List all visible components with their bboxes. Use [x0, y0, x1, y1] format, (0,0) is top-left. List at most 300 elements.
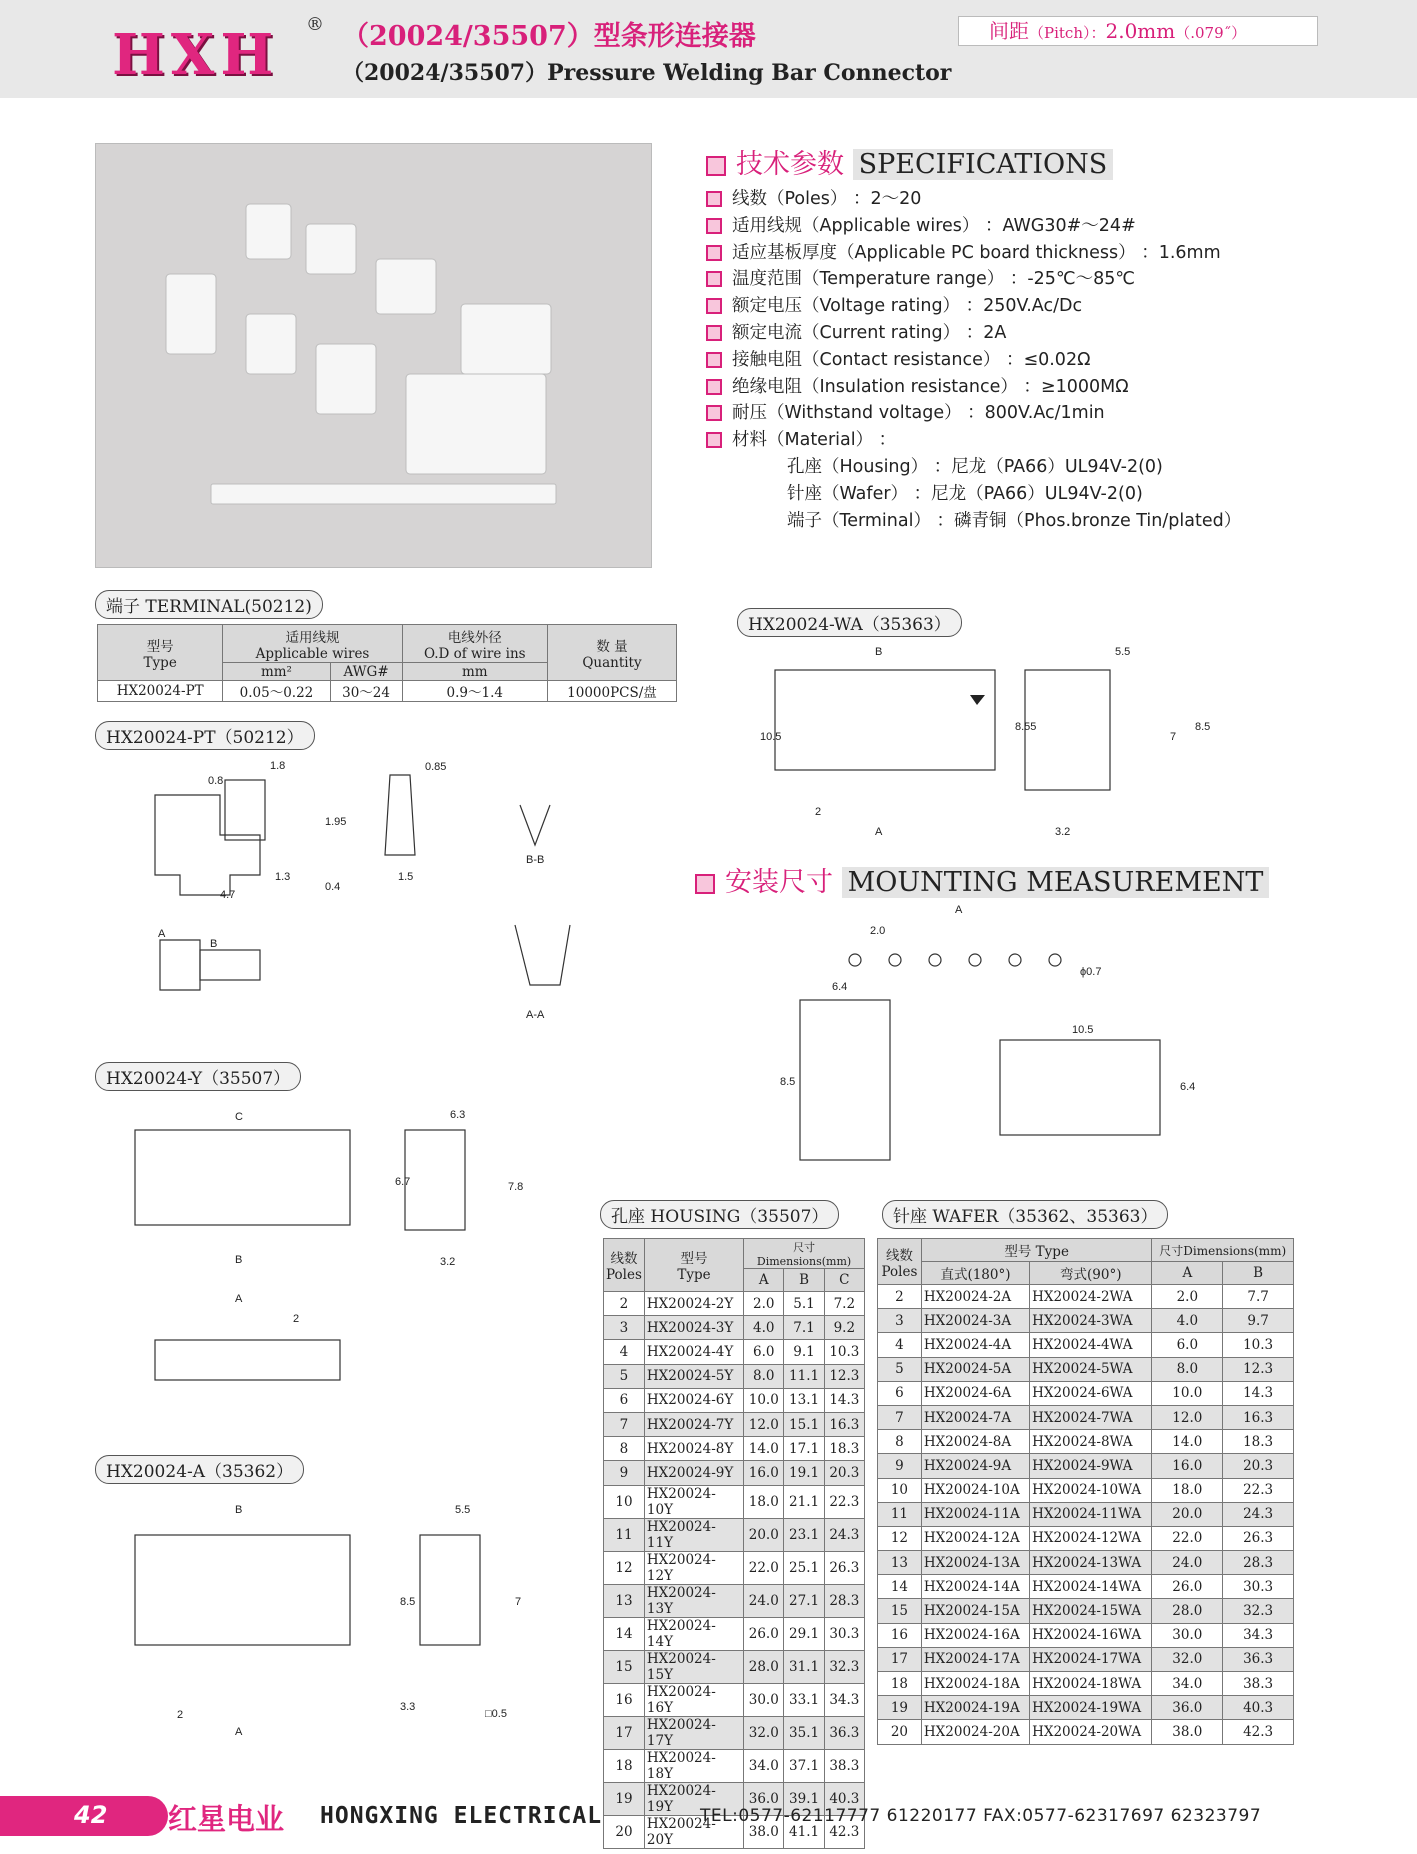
table-cell: 26.3: [1223, 1526, 1294, 1550]
table-cell: 11: [878, 1502, 922, 1526]
table-row: [604, 1292, 865, 1316]
table-row: [878, 1405, 1294, 1429]
table-cell: 28.0: [1152, 1599, 1223, 1623]
dim-label: 0.4: [325, 881, 341, 893]
table-cell: HX20024-15Y: [644, 1650, 743, 1683]
table-cell: 7.1: [784, 1316, 824, 1340]
table-cell: 7: [604, 1412, 645, 1436]
bullet-icon: [695, 874, 715, 894]
table-cell: HX20024-17Y: [644, 1716, 743, 1749]
table-cell: 16: [604, 1683, 645, 1716]
dim-label: B: [210, 938, 218, 950]
table-row: [878, 1478, 1294, 1502]
dim-label: 6.3: [450, 1109, 466, 1121]
table-cell: 10: [604, 1485, 645, 1518]
specs-list: [706, 186, 1241, 534]
table-cell: 5: [604, 1364, 645, 1388]
table-cell: 12: [604, 1551, 645, 1584]
table-cell: 22.0: [1152, 1526, 1223, 1550]
table-cell: HX20024-7A: [921, 1405, 1029, 1429]
table-cell: HX20024-15WA: [1030, 1599, 1152, 1623]
table-row: [604, 1316, 865, 1340]
table-cell: 4.0: [744, 1316, 784, 1340]
table-cell: 20: [878, 1720, 922, 1744]
table-cell: HX20024-10Y: [644, 1485, 743, 1518]
table-cell: 12.0: [1152, 1405, 1223, 1429]
connector-photo-illustration: [96, 144, 651, 567]
table-cell: 24.0: [1152, 1551, 1223, 1575]
table-cell: 13: [604, 1584, 645, 1617]
table-cell: HX20024-12WA: [1030, 1526, 1152, 1550]
table-cell: 17: [604, 1716, 645, 1749]
table-cell: HX20024-3Y: [644, 1316, 743, 1340]
table-row: [878, 1526, 1294, 1550]
dim-label: 10.5: [760, 731, 782, 743]
registered-mark: ®: [306, 14, 324, 35]
table-row: [604, 1749, 865, 1782]
table-cell: 18.0: [1152, 1478, 1223, 1502]
th-type: 型号 Type: [644, 1239, 743, 1292]
dim-label: ϕ0.7: [1080, 966, 1102, 978]
dim-label: 8.5: [400, 1596, 416, 1608]
y-drawing: [125, 1100, 545, 1440]
table-row: [878, 1647, 1294, 1671]
th-mm2: mm²: [223, 663, 330, 681]
table-cell: 36.3: [824, 1716, 864, 1749]
table-cell: 16: [878, 1623, 922, 1647]
pitch-label: （Pitch）：: [1029, 24, 1106, 42]
table-row: [604, 1461, 865, 1485]
mount-heading-cn: 安装尺寸: [725, 867, 833, 898]
table-cell: 5: [878, 1357, 922, 1381]
bullet-icon: [706, 325, 722, 341]
housing-label: 孔座 HOUSING（35507）: [600, 1200, 839, 1229]
table-cell: 41.1: [784, 1815, 824, 1848]
table-cell: 10.0: [1152, 1381, 1223, 1405]
table-row: [878, 1502, 1294, 1526]
table-cell: 24.3: [824, 1518, 864, 1551]
table-cell: 9.2: [824, 1316, 864, 1340]
material-item: 针座（Wafer） ：尼龙（PA66）UL94V-2(0): [787, 483, 1143, 504]
dim-label: 2.0: [870, 925, 886, 937]
wafer-label: 针座 WAFER（35362、35363）: [882, 1200, 1168, 1229]
dim-label: 2: [815, 806, 822, 818]
table-cell: HX20024-3A: [921, 1309, 1029, 1333]
table-cell: 13.1: [784, 1388, 824, 1412]
terminal-label: 端子 TERMINAL(50212): [95, 590, 323, 619]
table-cell: 22.3: [824, 1485, 864, 1518]
dim-label: 4.7: [220, 889, 236, 901]
contact-info: TEL:0577-62117777 61220177 FAX:0577-62317697 62323797: [700, 1806, 1262, 1826]
spec-item: 耐压（Withstand voltage） ：800V.Ac/1min: [706, 400, 1241, 427]
table-row: [878, 1575, 1294, 1599]
table-cell: 6.0: [744, 1340, 784, 1364]
table-cell: 15: [604, 1650, 645, 1683]
table-cell: HX20024-12A: [921, 1526, 1029, 1550]
dim-label: C: [235, 1111, 243, 1123]
mount-heading: [695, 860, 1269, 899]
table-cell: 6: [878, 1381, 922, 1405]
dim-label: □0.5: [485, 1708, 507, 1720]
table-cell: 14.0: [1152, 1430, 1223, 1454]
table-cell: 9.1: [784, 1340, 824, 1364]
dim-label: 6.4: [832, 981, 848, 993]
table-cell: HX20024-7Y: [644, 1412, 743, 1436]
table-row: [878, 1430, 1294, 1454]
dim-label: 2: [293, 1313, 300, 1325]
table-cell: 40.3: [824, 1782, 864, 1815]
material-item: 端子（Terminal） ：磷青铜（Phos.bronze Tin/plated）: [787, 510, 1242, 531]
table-row: [878, 1333, 1294, 1357]
bullet-icon: [706, 379, 722, 395]
table-cell: 34.3: [1223, 1623, 1294, 1647]
table-cell: HX20024-20A: [921, 1720, 1029, 1744]
dim-label: A: [955, 904, 963, 916]
dim-label: 0.85: [425, 761, 447, 773]
table-cell: 14: [878, 1575, 922, 1599]
table-cell: 33.1: [784, 1683, 824, 1716]
table-cell: 37.1: [784, 1749, 824, 1782]
dim-label: 5.5: [1115, 646, 1131, 658]
table-row: [604, 1584, 865, 1617]
dim-label: 8.5: [1195, 721, 1211, 733]
th-dim: 尺寸Dimensions(mm): [744, 1239, 865, 1269]
table-cell: HX20024-13Y: [644, 1584, 743, 1617]
spec-item: 额定电压（Voltage rating） ：250V.Ac/Dc: [706, 293, 1241, 320]
dim-label: B: [235, 1254, 243, 1266]
table-cell: 30.0: [1152, 1623, 1223, 1647]
bullet-icon: [706, 405, 722, 421]
table-row: [604, 1364, 865, 1388]
brand-name-cn: 红星电业: [168, 1802, 285, 1836]
dim-label: A: [235, 1726, 243, 1738]
table-cell: 42.3: [824, 1815, 864, 1848]
table-cell: 12.3: [824, 1364, 864, 1388]
product-photo: [95, 143, 652, 568]
table-row: [878, 1551, 1294, 1575]
table-cell: 10.0: [744, 1388, 784, 1412]
table-cell: HX20024-6A: [921, 1381, 1029, 1405]
bullet-icon: [706, 218, 722, 234]
dim-label: 6.4: [1180, 1081, 1196, 1093]
table-cell: 30.0: [744, 1683, 784, 1716]
table-cell: 16.0: [744, 1461, 784, 1485]
table-row: [878, 1720, 1294, 1744]
material-item: 孔座（Housing） ：尼龙（PA66）UL94V-2(0): [787, 456, 1163, 477]
spec-item: 线数（Poles） ：2～20: [706, 186, 1241, 213]
table-cell: 38.3: [824, 1749, 864, 1782]
table-cell: HX20024-6WA: [1030, 1381, 1152, 1405]
spec-item: 接触电阻（Contact resistance） ：≤0.02Ω: [706, 347, 1241, 374]
table-cell: 15.1: [784, 1412, 824, 1436]
table-cell: 36.0: [744, 1782, 784, 1815]
table-cell: 30.3: [824, 1617, 864, 1650]
table-cell: HX20024-5Y: [644, 1364, 743, 1388]
pt-label: HX20024-PT（50212）: [95, 721, 315, 750]
dim-label: 2: [177, 1709, 184, 1721]
table-cell: 28.3: [1223, 1551, 1294, 1575]
table-cell: HX20024-9Y: [644, 1461, 743, 1485]
table-cell: 39.1: [784, 1782, 824, 1815]
table-cell: HX20024-5A: [921, 1357, 1029, 1381]
bullet-icon: [706, 271, 722, 287]
table-row: [604, 1437, 865, 1461]
table-cell: 20.3: [1223, 1454, 1294, 1478]
table-cell: 14.0: [744, 1437, 784, 1461]
table-cell: 12.3: [1223, 1357, 1294, 1381]
table-cell: 4: [604, 1340, 645, 1364]
table-cell: 31.1: [784, 1650, 824, 1683]
dim-label: A: [235, 1293, 243, 1305]
table-cell: 8: [604, 1437, 645, 1461]
table-cell: 8.0: [744, 1364, 784, 1388]
table-cell: 14.3: [1223, 1381, 1294, 1405]
table-cell: 2.0: [1152, 1285, 1223, 1309]
table-cell: HX20024-14A: [921, 1575, 1029, 1599]
spec-item: 温度范围（Temperature range） ：-25℃～85℃: [706, 266, 1241, 293]
table-cell: 2: [604, 1292, 645, 1316]
spec-item: 额定电流（Current rating） ：2A: [706, 320, 1241, 347]
table-cell: HX20024-16A: [921, 1623, 1029, 1647]
table-row: [604, 1518, 865, 1551]
table-cell: 2.0: [744, 1292, 784, 1316]
dim-label: A: [158, 928, 166, 940]
table-cell: HX20024-10A: [921, 1478, 1029, 1502]
page-number: 42: [74, 1801, 108, 1829]
table-row: [604, 1683, 865, 1716]
table-cell: 29.1: [784, 1617, 824, 1650]
table-cell: HX20024-9WA: [1030, 1454, 1152, 1478]
table-cell: 20.0: [1152, 1502, 1223, 1526]
table-cell: 20.3: [824, 1461, 864, 1485]
table-cell: 21.1: [784, 1485, 824, 1518]
table-cell: 18.3: [824, 1437, 864, 1461]
table-cell: 5.1: [784, 1292, 824, 1316]
th-poles: 线数 Poles: [604, 1239, 645, 1292]
table-cell: 38.3: [1223, 1672, 1294, 1696]
dim-label: B: [235, 1504, 243, 1516]
pitch-cn: 间距: [989, 19, 1029, 43]
table-cell: 16.0: [1152, 1454, 1223, 1478]
table-cell: 28.3: [824, 1584, 864, 1617]
brand-name-en: HONGXING ELECTRICAL: [320, 1803, 603, 1829]
table-cell: HX20024-11Y: [644, 1518, 743, 1551]
table-cell: 13: [878, 1551, 922, 1575]
table-row: [878, 1623, 1294, 1647]
table-cell: 38.0: [1152, 1720, 1223, 1744]
table-cell: 26.3: [824, 1551, 864, 1584]
table-row: [878, 1672, 1294, 1696]
table-row: HX20024-PT 0.05～0.22 30～24 0.9～1.4 10000PCS/盘: [98, 681, 677, 702]
table-cell: HX20024-4WA: [1030, 1333, 1152, 1357]
th-od: 电线外径 O.D of wire ins: [402, 625, 547, 663]
table-cell: 24.0: [744, 1584, 784, 1617]
table-cell: 32.0: [1152, 1647, 1223, 1671]
table-cell: 18.0: [744, 1485, 784, 1518]
table-cell: HX20024-6Y: [644, 1388, 743, 1412]
spec-item: 适应基板厚度（Applicable PC board thickness） ：1.6mm: [706, 240, 1241, 267]
table-cell: HX20024-2Y: [644, 1292, 743, 1316]
table-cell: 23.1: [784, 1518, 824, 1551]
dim-label: B-B: [526, 854, 545, 866]
table-cell: 32.3: [824, 1650, 864, 1683]
table-cell: 3: [878, 1309, 922, 1333]
table-cell: 14: [604, 1617, 645, 1650]
spec-item: 绝缘电阻（Insulation resistance） ：≥1000MΩ: [706, 374, 1241, 401]
pitch-box: [958, 16, 1318, 46]
table-cell: HX20024-17A: [921, 1647, 1029, 1671]
th-wire: 适用线规 Applicable wires: [223, 625, 402, 663]
table-cell: 20: [604, 1815, 645, 1848]
table-cell: HX20024-11A: [921, 1502, 1029, 1526]
table-cell: 16.3: [824, 1412, 864, 1436]
dim-label: 6.7: [395, 1176, 411, 1188]
table-cell: 4.0: [1152, 1309, 1223, 1333]
table-cell: HX20024-5WA: [1030, 1357, 1152, 1381]
table-cell: HX20024-19WA: [1030, 1696, 1152, 1720]
dim-label: 10.5: [1072, 1024, 1094, 1036]
mount-drawing: [760, 900, 1200, 1190]
table-cell: HX20024-15A: [921, 1599, 1029, 1623]
table-cell: HX20024-16WA: [1030, 1623, 1152, 1647]
table-cell: 34.0: [744, 1749, 784, 1782]
table-cell: 25.1: [784, 1551, 824, 1584]
table-cell: HX20024-3WA: [1030, 1309, 1152, 1333]
table-cell: HX20024-14WA: [1030, 1575, 1152, 1599]
table-cell: 34.3: [824, 1683, 864, 1716]
table-cell: HX20024-10WA: [1030, 1478, 1152, 1502]
table-cell: HX20024-14Y: [644, 1617, 743, 1650]
table-cell: HX20024-13WA: [1030, 1551, 1152, 1575]
table-cell: 42.3: [1223, 1720, 1294, 1744]
y-label: HX20024-Y（35507）: [95, 1062, 301, 1091]
table-cell: 18.3: [1223, 1430, 1294, 1454]
table-cell: 22.3: [1223, 1478, 1294, 1502]
pitch-inch: （.079˝）: [1175, 24, 1247, 42]
terminal-table: [97, 624, 677, 702]
table-cell: HX20024-19Y: [644, 1782, 743, 1815]
table-cell: 20.0: [744, 1518, 784, 1551]
dim-label: 8.55: [1015, 721, 1037, 733]
table-row: [878, 1381, 1294, 1405]
table-cell: 35.1: [784, 1716, 824, 1749]
table-cell: HX20024-8Y: [644, 1437, 743, 1461]
table-cell: 11.1: [784, 1364, 824, 1388]
table-cell: 16.3: [1223, 1405, 1294, 1429]
table-cell: 6.0: [1152, 1333, 1223, 1357]
dim-label: 7: [515, 1596, 522, 1608]
table-cell: 8: [878, 1430, 922, 1454]
bullet-icon: [706, 191, 722, 207]
table-cell: 32.3: [1223, 1599, 1294, 1623]
table-cell: HX20024-4A: [921, 1333, 1029, 1357]
dim-label: 1.95: [325, 816, 347, 828]
brand-logo: HXH: [112, 22, 280, 88]
table-cell: HX20024-20WA: [1030, 1720, 1152, 1744]
table-cell: HX20024-13A: [921, 1551, 1029, 1575]
th-dim: 尺寸Dimensions(mm): [1152, 1239, 1294, 1262]
table-row: [604, 1485, 865, 1518]
spec-item: 适用线规（Applicable wires） ：AWG30#～24#: [706, 213, 1241, 240]
dim-label: 7.8: [508, 1181, 524, 1193]
dim-label: 1.8: [270, 760, 286, 772]
table-cell: HX20024-9A: [921, 1454, 1029, 1478]
dim-label: A: [875, 826, 883, 838]
table-cell: 17.1: [784, 1437, 824, 1461]
th-poles: 线数 Poles: [878, 1239, 922, 1285]
pt-drawing: [140, 755, 580, 1035]
table-row: [604, 1340, 865, 1364]
table-cell: 15: [878, 1599, 922, 1623]
bullet-icon: [706, 156, 726, 176]
dim-label: 3.2: [440, 1256, 456, 1268]
dim-label: A-A: [526, 1009, 545, 1021]
table-row: [878, 1454, 1294, 1478]
table-cell: 27.1: [784, 1584, 824, 1617]
dim-label: 3.2: [1055, 826, 1071, 838]
table-cell: 26.0: [744, 1617, 784, 1650]
table-cell: 36.0: [1152, 1696, 1223, 1720]
table-cell: 38.0: [744, 1815, 784, 1848]
table-cell: HX20024-8WA: [1030, 1430, 1152, 1454]
table-cell: 18: [604, 1749, 645, 1782]
table-cell: 30.3: [1223, 1575, 1294, 1599]
housing-table: 线数 Poles 型号 Type 尺寸Dimensions(mm) A B C 2 HX20024-2Y 2.0 5.1 7.2 3 HX20024-3Y 4.0 7.1 9.2 4 HX20024-4Y 6.0 9.1 10.3 5 HX20024-5Y 8.0 11.1 12.3 6 HX20024-6Y 10.0 13.1 14.3 7 HX20024-7Y 12.0 15.1 16.3 8 HX20024-8Y 14.0 17.1 18.3 9 HX20024-9Y 16.0 19.1 20.3 10 HX20024-10Y 18.0 21.1 22.3 11 HX20024-11Y 20.0 23.1 24.3 12 HX20024-12Y 22.0 25.1 26.3 13 HX20024-13Y 24.0 27.1 28.3 14 HX20024-14Y 26.0 29.1 30.3 15 HX20024-15Y 28.0 31.1 32.3 16 HX20024-16Y 30.0 33.1 34.3 17 HX20024-17Y 32.0 35.1 36.3 18 HX20024-18Y 34.0 37.1 38.3 19 HX20024-19Y 36.0 39.1 40.3 20 HX20024-20Y 38.0 41.1 42.3: [603, 1238, 865, 1849]
table-cell: 26.0: [1152, 1575, 1223, 1599]
table-cell: 10.3: [1223, 1333, 1294, 1357]
table-row: [604, 1551, 865, 1584]
table-cell: 6: [604, 1388, 645, 1412]
table-cell: HX20024-17WA: [1030, 1647, 1152, 1671]
specs-heading-en: SPECIFICATIONS: [853, 149, 1114, 180]
a-drawing: [125, 1495, 545, 1745]
table-cell: 19.1: [784, 1461, 824, 1485]
table-cell: HX20024-18Y: [644, 1749, 743, 1782]
spec-item: 材料（Material） ：: [706, 427, 1241, 454]
table-cell: HX20024-4Y: [644, 1340, 743, 1364]
table-row: [604, 1650, 865, 1683]
table-row: [878, 1309, 1294, 1333]
table-cell: HX20024-19A: [921, 1696, 1029, 1720]
table-row: [878, 1599, 1294, 1623]
table-cell: HX20024-7WA: [1030, 1405, 1152, 1429]
wa-drawing: [745, 640, 1215, 840]
table-cell: HX20024-18WA: [1030, 1672, 1152, 1696]
table-cell: HX20024-8A: [921, 1430, 1029, 1454]
table-cell: 2: [878, 1285, 922, 1309]
table-cell: 11: [604, 1518, 645, 1551]
th-type: 型号 Type: [921, 1239, 1152, 1262]
specs-heading-cn: 技术参数: [736, 149, 844, 180]
table-row: [878, 1696, 1294, 1720]
mount-heading-en: MOUNTING MEASUREMENT: [842, 867, 1270, 898]
table-cell: 36.3: [1223, 1647, 1294, 1671]
table-cell: HX20024-2WA: [1030, 1285, 1152, 1309]
bullet-icon: [706, 298, 722, 314]
table-row: [604, 1388, 865, 1412]
table-row: [604, 1617, 865, 1650]
th-type: 型号 Type: [98, 625, 223, 681]
table-cell: 24.3: [1223, 1502, 1294, 1526]
table-cell: 19: [878, 1696, 922, 1720]
wafer-table: 线数 Poles 型号 Type 尺寸Dimensions(mm) 直式(180°) 弯式(90°) A B 2 HX20024-2A HX20024-2WA 2.0 7.7 3 HX20024-3A HX20024-3WA 4.0 9.7 4 HX20024-4A HX20024-4WA 6.0 10.3 5 HX20024-5A HX20024-5WA 8.0 12.3 6 HX20024-6A HX20024-6WA 10.0 14.3 7 HX20024-7A HX20024-7WA 12.0 16.3 8 HX20024-8A HX20024-8WA 14.0 18.3 9 HX20024-9A HX20024-9WA 16.0 20.3 10 HX20024-10A HX20024-10WA 18.0 22.3 11 HX20024-11A HX20024-11WA 20.0 24.3 12 HX20024-12A HX20024-12WA 22.0 26.3 13 HX20024-13A HX20024-13WA 24.0 28.3 14 HX20024-14A HX20024-14WA 26.0 30.3 15 HX20024-15A HX20024-15WA 28.0 32.3 16 HX20024-16A HX20024-16WA 30.0 34.3 17 HX20024-17A HX20024-17WA 32.0 36.3 18 HX20024-18A HX20024-18WA 34.0 38.3 19 HX20024-19A HX20024-19WA 36.0 40.3 20 HX20024-20A HX20024-20WA 38.0 42.3: [877, 1238, 1294, 1745]
specs-heading: [706, 142, 1113, 181]
title-chinese: （20024/35507）型条形连接器: [342, 21, 756, 52]
table-cell: 7: [878, 1405, 922, 1429]
table-cell: 40.3: [1223, 1696, 1294, 1720]
table-cell: 10: [878, 1478, 922, 1502]
dim-label: 5.5: [455, 1504, 471, 1516]
